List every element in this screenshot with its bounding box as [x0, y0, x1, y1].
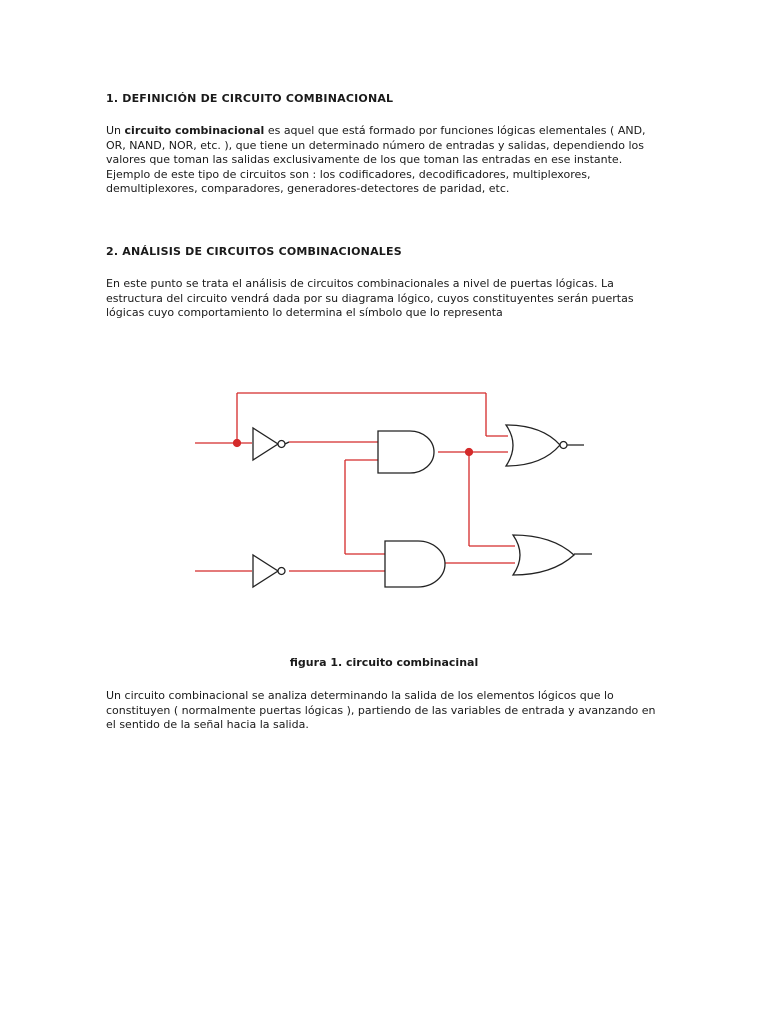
not-gate	[253, 428, 289, 460]
section-2-paragraph: En este punto se trata el análisis de circuitos combinacionales a nivel de puertas lógicas. La estructura del circuito vendrá dada por su diagrama lógico, cuyos constituyentes serán puertas lógicas cuyo comportamiento lo determina el símbolo que lo representa	[106, 277, 634, 319]
gates	[253, 425, 592, 587]
junction-dot	[234, 440, 241, 447]
paragraph-text: Un	[106, 124, 125, 137]
and-gate	[378, 431, 434, 473]
section-1-heading: 1. DEFINICIÓN DE CIRCUITO COMBINACIONAL	[106, 92, 394, 105]
not-gate	[253, 555, 285, 587]
bold-term: circuito combinacional	[124, 124, 265, 137]
section-1-paragraph	[106, 124, 666, 197]
section-2-heading: 2. ANÁLISIS DE CIRCUITOS COMBINACIONALES	[106, 245, 402, 258]
figure-caption: figura 1. circuito combinacinal	[289, 656, 479, 669]
wires	[195, 393, 515, 571]
junction-dot	[466, 449, 473, 456]
nor-gate	[506, 425, 584, 466]
or-gate	[513, 535, 592, 575]
and-gate	[385, 541, 445, 587]
logic-circuit-diagram	[190, 385, 600, 590]
paragraph-text: es aquel que está formado por funciones lógicas elementales ( AND, OR, NAND, NOR, etc. ), que tiene un determinado número de entradas y salidas, dependiendo los valores que toman las salidas exclusivamente de los que toman las entradas en ese instante. Ejemplo de este tipo de circuitos son : los codificadores, decodificadores, multiplexores, demultiplexores, comparadores, generadores-detectores de paridad, etc.	[106, 124, 646, 195]
section-3-paragraph: Un circuito combinacional se analiza determinando la salida de los elementos lógicos que lo constituyen ( normalmente puertas lógicas ), partiendo de las variables de entrada y avanzando en el sentido de la señal hacia la salida.	[106, 689, 656, 731]
